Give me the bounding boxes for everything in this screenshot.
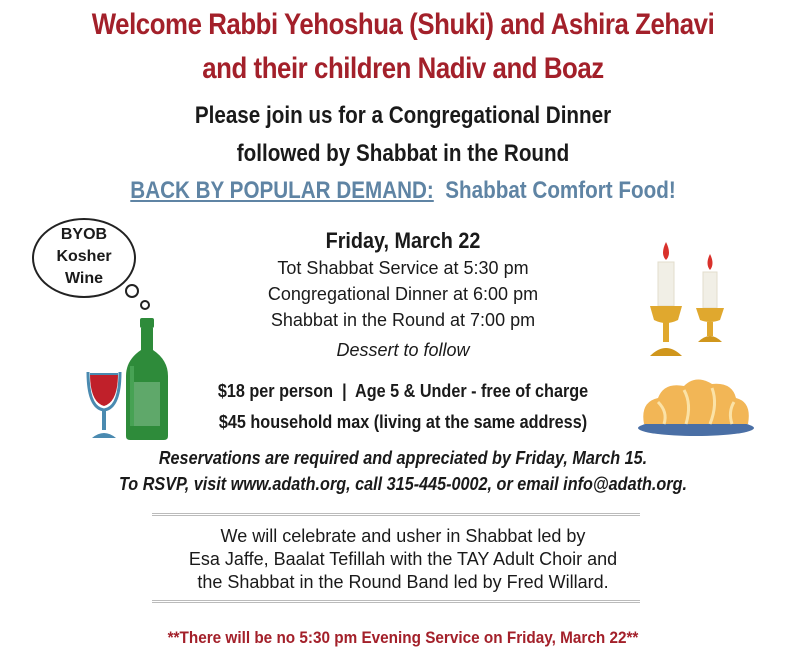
- box-bottom-rule: [152, 600, 640, 603]
- invite-line-1: Please join us for a Congregational Dinner: [194, 102, 612, 129]
- celebrate-line-2: Esa Jaffe, Baalat Tefillah with the TAY Adult Choir and: [188, 549, 618, 569]
- household-max-line: $45 household max (living at the same address): [218, 412, 588, 432]
- bubble-line-1: BYOB: [60, 226, 108, 243]
- schedule-item: Tot Shabbat Service at 5:30 pm: [277, 258, 529, 278]
- bubble-line-3: Wine: [64, 270, 104, 287]
- price-line: $18 per person | Age 5 & Under - free of charge: [217, 381, 589, 401]
- reservation-deadline: Reservations are required and appreciated by Friday, March 15.: [158, 448, 648, 468]
- demand-label: BACK BY POPULAR DEMAND:: [130, 177, 434, 204]
- title-line-1: Welcome Rabbi Yehoshua (Shuki) and Ashira Zehavi: [91, 8, 715, 41]
- box-top-rule: [152, 513, 640, 516]
- invite-line-2: followed by Shabbat in the Round: [236, 140, 570, 167]
- celebrate-line-1: We will celebrate and usher in Shabbat led by: [220, 526, 586, 546]
- title-line-2: and their children Nadiv and Boaz: [202, 52, 604, 85]
- event-date: Friday, March 22: [325, 228, 481, 253]
- bubble-line-2: Kosher: [56, 248, 112, 265]
- no-evening-service-note: **There will be no 5:30 pm Evening Service on Friday, March 22**: [167, 628, 639, 647]
- dessert-note: Dessert to follow: [336, 340, 470, 360]
- schedule-item: Congregational Dinner at 6:00 pm: [267, 284, 539, 304]
- celebrate-block: [0, 525, 806, 594]
- demand-text: Shabbat Comfort Food!: [445, 177, 676, 204]
- rsvp-contact-line: To RSVP, visit www.adath.org, call 315-445-0002, or email info@adath.org.: [119, 474, 687, 494]
- schedule-item: Shabbat in the Round at 7:00 pm: [270, 310, 536, 330]
- popular-demand-line: [56, 177, 749, 205]
- celebrate-line-3: the Shabbat in the Round Band led by Fred Willard.: [197, 572, 609, 592]
